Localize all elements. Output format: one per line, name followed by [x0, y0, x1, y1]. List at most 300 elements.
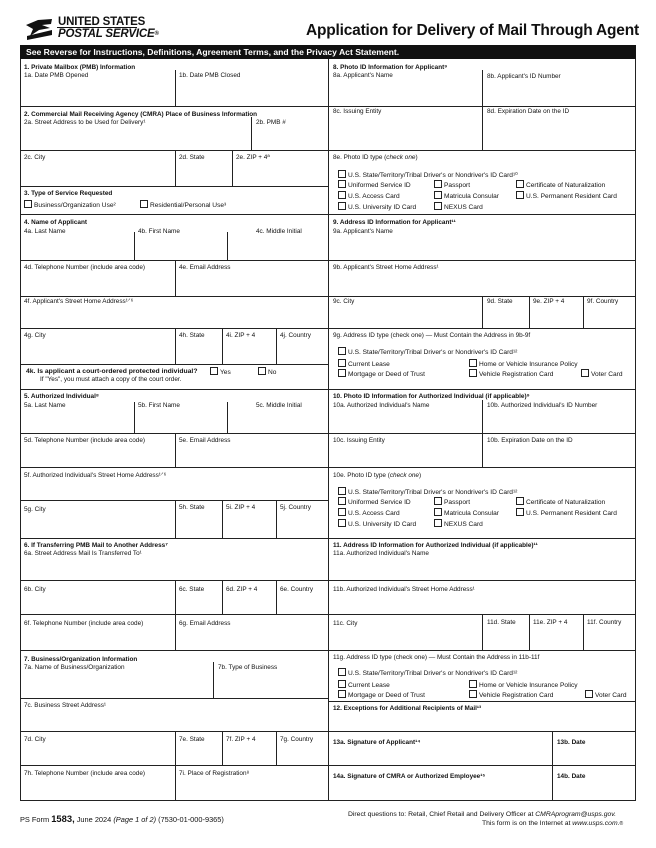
divider — [529, 614, 530, 650]
10e-permanent-checkbox[interactable] — [516, 508, 524, 516]
applicant-last-name-field[interactable] — [28, 238, 130, 258]
divider — [328, 731, 636, 732]
section-12-heading: 12. Exceptions for Additional Recipients of Mail¹³ — [333, 705, 482, 712]
business-street-address-label: 7c. Business Street Address¹ — [24, 702, 107, 709]
divider — [175, 731, 176, 765]
8e-naturalization-option[interactable] — [516, 180, 605, 190]
street-address-delivery-label: 2a. Street Address to be Used for Delivery¹ — [24, 119, 146, 126]
9g-insurance-option[interactable] — [469, 359, 578, 369]
date-pmb-opened-field[interactable] — [28, 80, 171, 104]
applicant-city-label: 4g. City — [24, 332, 46, 339]
divider — [213, 662, 214, 698]
11g-mortgage-label: Mortgage or Deed of Trust — [348, 692, 425, 699]
auth-zip-field[interactable] — [226, 515, 273, 535]
11g-lease-checkbox[interactable] — [338, 680, 346, 688]
section-7-heading: 7. Business/Organization Information — [24, 656, 138, 663]
divider — [20, 538, 328, 539]
cmra-state-field[interactable] — [179, 162, 229, 184]
court-order-note: If "Yes", you must attach a copy of the court order. — [40, 376, 182, 383]
divider — [328, 389, 636, 390]
auth-last-name-label: 5a. Last Name — [24, 402, 66, 409]
divider — [20, 698, 328, 699]
auth-zip-label: 5i. ZIP + 4 — [226, 504, 256, 511]
transfer-state-field[interactable] — [179, 595, 219, 612]
10e-nexus-label: NEXUS Card — [444, 521, 483, 528]
auth-street-11b-field[interactable] — [337, 595, 631, 612]
instructions-banner — [20, 45, 636, 59]
auth-middle-initial-label: 5c. Middle Initial — [256, 402, 302, 409]
divider — [20, 106, 328, 107]
11g-mortgage-option[interactable] — [338, 690, 425, 700]
auth-country-11f-field[interactable] — [587, 629, 631, 648]
cmra-city-label: 2c. City — [24, 154, 46, 161]
applicant-country-9f-field[interactable] — [587, 307, 631, 326]
11g-insurance-label: Home or Vehicle Insurance Policy — [479, 682, 578, 689]
applicant-city-9c-label: 9c. City — [333, 298, 355, 305]
11g-voter-option[interactable] — [585, 690, 627, 700]
personal-use-checkbox[interactable] — [140, 200, 148, 208]
section-11-heading: 11. Address ID Information for Authorized Individual (if applicable)¹¹ — [333, 542, 538, 549]
auth-name-11a-field[interactable] — [337, 559, 631, 577]
transfer-country-field[interactable] — [280, 595, 324, 612]
auth-home-address-field[interactable] — [28, 480, 324, 498]
8e-uniformed-checkbox[interactable] — [338, 180, 346, 188]
auth-city-11c-label: 11c. City — [333, 620, 358, 627]
applicant-first-name-label: 4b. First Name — [138, 228, 180, 235]
applicant-id-number-field[interactable] — [487, 81, 631, 104]
11g-insurance-option[interactable] — [469, 680, 578, 690]
divider — [175, 260, 176, 296]
auth-id-number-10b-label: 10b. Authorized Individual's ID Number — [487, 402, 598, 409]
applicant-zip-9e-field[interactable] — [533, 307, 580, 326]
applicant-name-8a-label: 8a. Applicant's Name — [333, 72, 393, 79]
protected-no-label: No — [268, 369, 277, 376]
business-use-label: Business/Organization Use² — [34, 202, 116, 209]
signature-applicant-label: 13a. Signature of Applicant¹⁴ — [333, 739, 421, 746]
9g-vehicle-checkbox[interactable] — [469, 369, 477, 377]
applicant-country-field[interactable] — [280, 342, 324, 362]
business-country-field[interactable] — [280, 745, 324, 763]
section-10-heading: 10. Photo ID Information for Authorized Individual (if applicable)⁹ — [333, 393, 530, 400]
divider — [328, 214, 636, 215]
10e-matricula-label: Matricula Consular — [444, 510, 499, 517]
applicant-name-9a-field[interactable] — [337, 237, 631, 258]
section-4-heading: 4. Name of Applicant — [24, 219, 87, 226]
divider — [222, 328, 223, 364]
transfer-street-address-field[interactable] — [28, 559, 324, 577]
11g-mortgage-checkbox[interactable] — [338, 690, 346, 698]
business-city-field[interactable] — [28, 745, 171, 763]
auth-country-label: 5j. Country — [280, 504, 311, 511]
business-city-label: 7d. City — [24, 736, 46, 743]
applicant-state-field[interactable] — [179, 342, 219, 362]
auth-zip-11e-field[interactable] — [533, 629, 580, 648]
8e-permanent-option[interactable] — [516, 191, 617, 201]
applicant-name-9a-label: 9a. Applicant's Name — [333, 228, 393, 235]
divider — [482, 106, 483, 150]
transfer-city-field[interactable] — [28, 595, 171, 612]
applicant-last-name-label: 4a. Last Name — [24, 228, 66, 235]
signature-cmra-date-field[interactable] — [557, 782, 631, 798]
auth-zip-11e-label: 11e. ZIP + 4 — [533, 619, 568, 626]
protected-no-checkbox[interactable] — [258, 367, 266, 375]
11g-voter-label: Voter Card — [595, 692, 627, 699]
date-pmb-closed-label: 1b. Date PMB Closed — [179, 72, 241, 79]
10e-dl-option[interactable] — [338, 487, 517, 497]
transfer-zip-label: 6d. ZIP + 4 — [226, 586, 258, 593]
auth-first-name-field[interactable] — [138, 411, 224, 431]
business-use-checkbox[interactable] — [24, 200, 32, 208]
section-5-heading: 5. Authorized Individual⁸ — [24, 393, 99, 400]
business-street-address-field[interactable] — [28, 711, 324, 729]
divider — [482, 614, 483, 650]
divider — [328, 328, 636, 329]
11g-lease-label: Current Lease — [348, 682, 390, 689]
registration-place-label: 7i. Place of Registration⁸ — [179, 770, 250, 777]
transfer-phone-field[interactable] — [28, 629, 171, 648]
auth-state-field[interactable] — [179, 515, 219, 535]
10e-university-checkbox[interactable] — [338, 519, 346, 527]
applicant-city-field[interactable] — [28, 342, 171, 362]
10e-permanent-label: U.S. Permanent Resident Card — [526, 510, 617, 517]
date-pmb-opened-label: 1a. Date PMB Opened — [24, 72, 89, 79]
applicant-zip-label: 4i. ZIP + 4 — [226, 332, 256, 339]
10e-matricula-option[interactable] — [434, 508, 499, 518]
divider — [482, 433, 483, 467]
applicant-home-address-field[interactable] — [28, 306, 324, 326]
applicant-phone-label: 4d. Telephone Number (include area code) — [24, 264, 146, 271]
auth-country-11f-label: 11f. Country — [587, 619, 622, 626]
applicant-country-9f-label: 9f. Country — [587, 298, 619, 305]
issuing-entity-10c-field[interactable] — [337, 446, 478, 465]
issuing-entity-10c-label: 10c. Issuing Entity — [333, 437, 385, 444]
applicant-city-9c-field[interactable] — [337, 307, 478, 326]
divider — [175, 328, 176, 364]
auth-city-11c-field[interactable] — [337, 629, 478, 648]
signature-applicant-field[interactable] — [337, 748, 548, 763]
divider — [482, 400, 483, 433]
section-9-heading: 9. Address ID Information for Applicant¹¹ — [333, 219, 456, 226]
applicant-middle-initial-label: 4c. Middle Initial — [256, 228, 302, 235]
usps-eagle-logo-icon — [24, 16, 54, 42]
divider — [134, 232, 135, 260]
8e-access-label: U.S. Access Card — [348, 193, 400, 200]
business-type-field[interactable] — [218, 674, 324, 696]
auth-city-field[interactable] — [28, 515, 171, 535]
section-6-heading: 6. If Transferring PMB Mail to Another Address⁷ — [24, 542, 168, 549]
cmra-zip-label: 2e. ZIP + 4ª — [236, 154, 270, 161]
divider — [227, 402, 228, 433]
divider — [175, 433, 176, 467]
issuing-entity-8c-field[interactable] — [337, 117, 478, 148]
expiration-date-8d-field[interactable] — [487, 117, 631, 148]
business-state-label: 7e. State — [179, 736, 205, 743]
8e-passport-checkbox[interactable] — [434, 180, 442, 188]
business-country-label: 7g. Country — [280, 736, 314, 743]
expiration-date-10d-field[interactable] — [487, 446, 631, 465]
auth-first-name-label: 5b. First Name — [138, 402, 180, 409]
8e-permanent-label: U.S. Permanent Resident Card — [526, 193, 617, 200]
auth-state-11d-label: 11d. State — [487, 619, 516, 626]
business-use-option[interactable] — [24, 200, 116, 210]
11g-vehicle-checkbox[interactable] — [469, 690, 477, 698]
expiration-date-10d-label: 10b. Expiration Date on the ID — [487, 437, 573, 444]
questions-contact: Direct questions to: Retail, Chief Retail and Delivery Officer at CMRAprogram@usps.gov. — [348, 811, 617, 818]
additional-recipients-field[interactable] — [337, 714, 631, 729]
10e-matricula-checkbox[interactable] — [434, 508, 442, 516]
10e-access-label: U.S. Access Card — [348, 510, 400, 517]
divider — [134, 402, 135, 433]
divider — [583, 296, 584, 328]
expiration-date-8d-label: 8d. Expiration Date on the ID — [487, 108, 570, 115]
divider — [222, 500, 223, 538]
applicant-street-9b-label: 9b. Applicant's Street Home Address¹ — [333, 264, 439, 271]
auth-last-name-field[interactable] — [28, 411, 130, 431]
auth-street-11b-label: 11b. Authorized Individual's Street Home Address¹ — [333, 586, 475, 593]
auth-phone-field[interactable] — [28, 445, 171, 465]
8e-access-option[interactable] — [338, 191, 400, 201]
8e-passport-label: Passport — [444, 182, 471, 189]
protected-yes-option[interactable] — [210, 367, 231, 377]
9g-lease-option[interactable] — [338, 359, 390, 369]
applicant-middle-initial-field[interactable] — [232, 238, 324, 258]
8e-dl-checkbox[interactable] — [338, 170, 346, 178]
protected-no-option[interactable] — [258, 367, 276, 377]
divider — [276, 580, 277, 614]
9g-dl-label: U.S. State/Territory/Tribal Driver's or Nondriver's ID Card¹² — [348, 349, 518, 356]
applicant-email-label: 4e. Email Address — [179, 264, 231, 271]
personal-use-option[interactable] — [140, 200, 226, 210]
date-pmb-closed-field[interactable] — [180, 80, 324, 104]
8e-passport-option[interactable] — [434, 180, 470, 190]
divider — [328, 260, 636, 261]
divider — [276, 731, 277, 765]
auth-city-label: 5g. City — [24, 506, 46, 513]
auth-name-10a-field[interactable] — [337, 411, 478, 431]
divider — [20, 296, 328, 297]
form-title: Application for Delivery of Mail Through Agent — [306, 22, 639, 39]
auth-name-10a-label: 10a. Authorized Individual's Name — [333, 402, 430, 409]
signature-cmra-label: 14a. Signature of CMRA or Authorized Employee¹⁵ — [333, 773, 486, 780]
divider — [328, 580, 636, 581]
signature-cmra-field[interactable] — [337, 782, 548, 798]
photo-id-type-8e-label: 8e. Photo ID type (check one) — [333, 154, 418, 161]
agency-name-line1: UNITED STATES — [58, 16, 146, 28]
address-id-type-11g-label: 11g. Address ID type (check one) — Must Contain the Address in 11b-11f — [333, 654, 540, 661]
applicant-email-field[interactable] — [179, 272, 324, 294]
logo-divider — [57, 27, 137, 28]
11g-dl-checkbox[interactable] — [338, 668, 346, 676]
business-state-field[interactable] — [179, 745, 219, 763]
10e-nexus-checkbox[interactable] — [434, 519, 442, 527]
applicant-id-number-label: 8b. Applicant's ID Number — [487, 73, 561, 80]
photo-id-type-10e-label: 10e. Photo ID type (check one) — [333, 472, 422, 479]
8e-dl-option[interactable] — [338, 170, 518, 180]
section-1-heading: 1. Private Mailbox (PMB) Information — [24, 64, 136, 71]
8e-nexus-checkbox[interactable] — [434, 202, 442, 210]
10e-uniformed-checkbox[interactable] — [338, 497, 346, 505]
11g-voter-checkbox[interactable] — [585, 690, 593, 698]
business-phone-field[interactable] — [28, 779, 171, 798]
divider — [20, 731, 328, 732]
divider — [482, 70, 483, 106]
8e-naturalization-checkbox[interactable] — [516, 180, 524, 188]
usps-website-link[interactable]: www.usps.com. — [572, 820, 620, 827]
auth-state-11d-field[interactable] — [487, 629, 526, 648]
divider — [20, 214, 328, 215]
10e-naturalization-option[interactable] — [516, 497, 605, 507]
divider — [251, 117, 252, 150]
auth-email-label: 5e. Email Address — [179, 437, 231, 444]
9g-dl-option[interactable] — [338, 347, 517, 357]
form-identifier: PS Form 1583, June 2024 (Page 1 of 2) (7530-01-000-9365) — [20, 813, 224, 824]
9g-mortgage-checkbox[interactable] — [338, 369, 346, 377]
8e-naturalization-label: Certificate of Naturalization — [526, 182, 606, 189]
9g-voter-label: Voter Card — [591, 371, 623, 378]
8e-access-checkbox[interactable] — [338, 191, 346, 199]
auth-middle-initial-field[interactable] — [232, 411, 324, 431]
transfer-street-address-label: 6a. Street Address Mail Is Transferred To¹ — [24, 550, 142, 557]
9g-vehicle-option[interactable] — [469, 369, 553, 379]
11g-dl-label: U.S. State/Territory/Tribal Driver's or Nondriver's ID Card¹² — [348, 670, 518, 677]
8e-university-option[interactable] — [338, 202, 416, 212]
section-8-heading: 8. Photo ID Information for Applicant⁹ — [333, 64, 448, 71]
divider — [175, 150, 176, 186]
10e-permanent-option[interactable] — [516, 508, 617, 518]
frame-bottom — [20, 800, 636, 801]
divider — [20, 467, 328, 468]
applicant-phone-field[interactable] — [28, 272, 171, 294]
11g-insurance-checkbox[interactable] — [469, 680, 477, 688]
auth-state-label: 5h. State — [179, 504, 205, 511]
divider — [276, 328, 277, 364]
divider — [482, 296, 483, 328]
business-zip-label: 7f. ZIP + 4 — [226, 736, 256, 743]
applicant-country-label: 4j. Country — [280, 332, 311, 339]
8e-permanent-checkbox[interactable] — [516, 191, 524, 199]
8e-matricula-checkbox[interactable] — [434, 191, 442, 199]
8e-matricula-option[interactable] — [434, 191, 499, 201]
divider — [20, 580, 328, 581]
applicant-state-9d-field[interactable] — [487, 307, 526, 326]
divider — [175, 580, 176, 614]
9g-lease-checkbox[interactable] — [338, 359, 346, 367]
divider — [583, 614, 584, 650]
business-type-label: 7b. Type of Business — [218, 664, 278, 671]
protected-individual-question: 4k. Is applicant a court-ordered protected individual? — [26, 368, 198, 375]
applicant-first-name-field[interactable] — [138, 238, 224, 258]
10e-passport-option[interactable] — [434, 497, 470, 507]
11g-vehicle-label: Vehicle Registration Card — [479, 692, 554, 699]
divider — [20, 150, 328, 151]
section-2-heading: 2. Commercial Mail Receiving Agency (CMRA) Place of Business Information — [24, 111, 258, 118]
divider — [175, 500, 176, 538]
divider — [175, 70, 176, 106]
transfer-email-field[interactable] — [179, 629, 324, 648]
cmra-city-field[interactable] — [28, 162, 171, 184]
divider — [20, 389, 328, 390]
pmb-number-label: 2b. PMB # — [256, 119, 286, 126]
9g-voter-checkbox[interactable] — [581, 369, 589, 377]
cmra-zip-field[interactable] — [236, 162, 324, 184]
divider — [328, 150, 636, 151]
10e-access-option[interactable] — [338, 508, 400, 518]
9g-voter-option[interactable] — [581, 369, 623, 379]
10e-dl-label: U.S. State/Territory/Tribal Driver's or Nondriver's ID Card¹² — [348, 489, 518, 496]
divider — [222, 731, 223, 765]
frame-left — [20, 59, 21, 800]
internet-notice: This form is on the Internet at www.usps.com.® — [482, 820, 624, 827]
registration-place-field[interactable] — [179, 779, 324, 798]
protected-yes-checkbox[interactable] — [210, 367, 218, 375]
applicant-name-8a-field[interactable] — [337, 81, 478, 104]
divider — [529, 296, 530, 328]
applicant-home-address-label: 4f. Applicant's Street Home Address¹ᐟ⁶ — [24, 298, 134, 305]
8e-university-checkbox[interactable] — [338, 202, 346, 210]
8e-dl-label: U.S. State/Territory/Tribal Driver's or Nondriver's ID Card¹⁰ — [348, 172, 518, 179]
10e-nexus-option[interactable] — [434, 519, 483, 529]
divider — [20, 186, 328, 187]
11g-vehicle-option[interactable] — [469, 690, 553, 700]
10e-access-checkbox[interactable] — [338, 508, 346, 516]
applicant-street-9b-field[interactable] — [337, 273, 631, 294]
divider — [175, 765, 176, 800]
9g-insurance-checkbox[interactable] — [469, 359, 477, 367]
applicant-zip-field[interactable] — [226, 342, 273, 362]
auth-country-field[interactable] — [280, 515, 324, 535]
divider — [222, 580, 223, 614]
divider — [20, 328, 328, 329]
10e-university-option[interactable] — [338, 519, 416, 529]
divider — [20, 260, 328, 261]
transfer-zip-field[interactable] — [226, 595, 273, 612]
street-address-delivery-field[interactable] — [28, 128, 248, 148]
pmb-number-field[interactable] — [255, 128, 325, 148]
8e-nexus-option[interactable] — [434, 202, 483, 212]
9g-vehicle-label: Vehicle Registration Card — [479, 371, 554, 378]
10e-naturalization-checkbox[interactable] — [516, 497, 524, 505]
divider — [20, 500, 328, 501]
section-3-heading: 3. Type of Service Requested — [24, 190, 113, 197]
auth-email-field[interactable] — [179, 445, 324, 465]
10e-passport-checkbox[interactable] — [434, 497, 442, 505]
business-name-field[interactable] — [28, 674, 209, 696]
cmra-email-link[interactable]: CMRAprogram@usps.gov. — [535, 811, 617, 818]
divider — [20, 433, 328, 434]
signature-applicant-date-field[interactable] — [557, 748, 631, 763]
8e-nexus-label: NEXUS Card — [444, 204, 483, 211]
8e-university-label: U.S. University ID Card — [348, 204, 417, 211]
divider — [328, 538, 636, 539]
10e-dl-checkbox[interactable] — [338, 487, 346, 495]
8e-uniformed-option[interactable] — [338, 180, 411, 190]
divider — [20, 364, 328, 365]
10e-naturalization-label: Certificate of Naturalization — [526, 499, 606, 506]
signature-applicant-date-label: 13b. Date — [557, 739, 586, 746]
business-zip-field[interactable] — [226, 745, 273, 763]
10e-uniformed-option[interactable] — [338, 497, 411, 507]
9g-dl-checkbox[interactable] — [338, 347, 346, 355]
11g-lease-option[interactable] — [338, 680, 390, 690]
divider — [276, 500, 277, 538]
9g-mortgage-option[interactable] — [338, 369, 425, 379]
divider — [328, 765, 636, 766]
personal-use-label: Residential/Personal Use³ — [150, 202, 227, 209]
auth-id-number-10b-field[interactable] — [487, 411, 631, 431]
11g-dl-option[interactable] — [338, 668, 517, 678]
applicant-zip-9e-label: 9e. ZIP + 4 — [533, 298, 565, 305]
applicant-state-9d-label: 9d. State — [487, 298, 513, 305]
